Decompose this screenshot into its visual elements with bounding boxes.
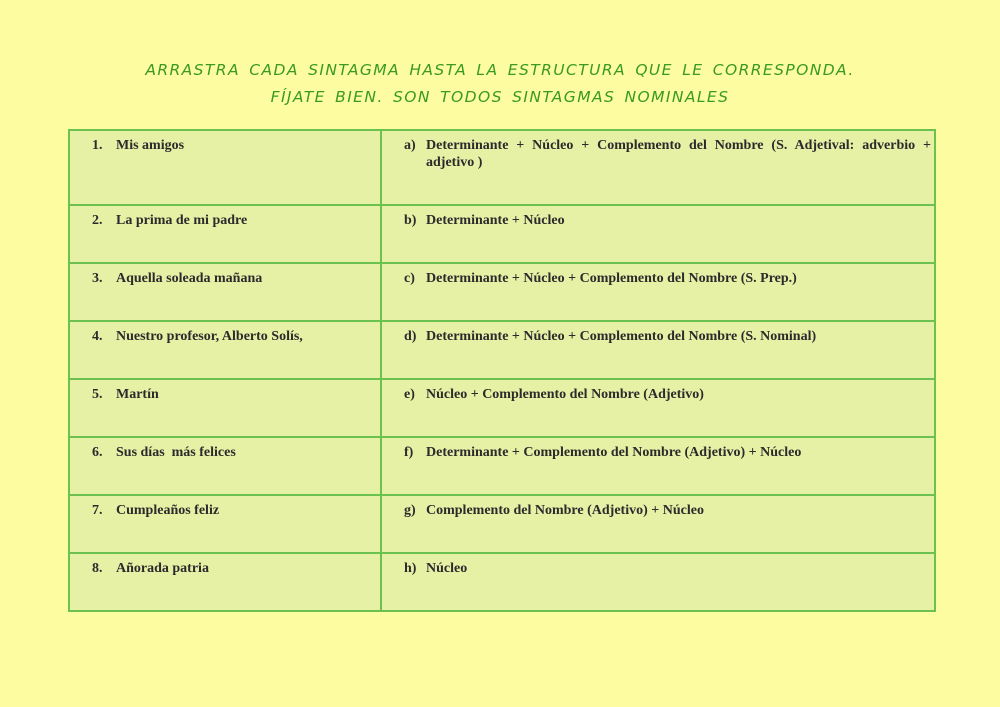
phrase-text: Mis amigos [116, 138, 185, 153]
phrase-text: Nuestro profesor, Alberto Solís, [116, 329, 303, 344]
structure-cell-d[interactable] [381, 321, 935, 379]
phrase-number: 3. [92, 271, 103, 286]
structure-text: Núcleo [426, 561, 468, 576]
phrase-number: 8. [92, 561, 103, 576]
phrase-number: 4. [92, 329, 103, 344]
phrase-text: Cumpleaños feliz [116, 503, 220, 518]
phrase-number: 7. [92, 503, 103, 518]
structure-text: Determinante + Núcleo + Complemento del Nombre (S. Prep.) [426, 271, 797, 286]
structure-text: Determinante + Complemento del Nombre (Adjetivo) + Núcleo [426, 445, 802, 460]
instruction-line-2: FÍJATE BIEN. SON TODOS SINTAGMAS NOMINALES [270, 88, 730, 106]
table-row [69, 263, 935, 321]
structure-cell-g[interactable] [381, 495, 935, 553]
table-row [69, 437, 935, 495]
structure-text: Complemento del Nombre (Adjetivo) + Núcleo [426, 503, 704, 518]
phrase-text: Añorada patria [116, 561, 209, 576]
structure-letter: h) [404, 561, 417, 576]
phrase-number: 1. [92, 138, 103, 153]
matching-table [68, 129, 936, 612]
table-row [69, 205, 935, 263]
phrase-cell-2[interactable] [69, 205, 381, 263]
table-row [69, 130, 935, 205]
table-row [69, 379, 935, 437]
structure-letter: g) [404, 503, 416, 518]
phrase-cell-7[interactable] [69, 495, 381, 553]
structure-text: Determinante + Núcleo [426, 213, 565, 228]
phrase-cell-1[interactable] [69, 130, 381, 205]
phrase-cell-3[interactable] [69, 263, 381, 321]
structure-letter: c) [404, 271, 415, 286]
structure-letter: a) [404, 138, 416, 153]
structure-text: Núcleo + Complemento del Nombre (Adjetivo) [426, 387, 704, 402]
structure-cell-e[interactable] [381, 379, 935, 437]
phrase-text: Martín [116, 387, 159, 402]
phrase-text: La prima de mi padre [116, 213, 248, 228]
structure-text: Determinante + Núcleo + Complemento del Nombre (S. Nominal) [426, 329, 817, 344]
table-row [69, 495, 935, 553]
structure-letter: b) [404, 213, 417, 228]
structure-letter: e) [404, 387, 415, 402]
phrase-cell-5[interactable] [69, 379, 381, 437]
phrase-cell-8[interactable] [69, 553, 381, 611]
structure-cell-b[interactable] [381, 205, 935, 263]
table-row [69, 321, 935, 379]
phrase-number: 2. [92, 213, 103, 228]
phrase-number: 6. [92, 445, 103, 460]
structure-text: Determinante + Núcleo + Complemento del Nombre (S. Adjetival: adverbio + adjetivo ) [426, 138, 931, 170]
structure-cell-h[interactable] [381, 553, 935, 611]
phrase-cell-4[interactable] [69, 321, 381, 379]
instruction-line-1: ARRASTRA CADA SINTAGMA HASTA LA ESTRUCTURA QUE LE CORRESPONDA. [145, 61, 855, 79]
phrase-text: Sus días más felices [116, 445, 236, 460]
phrase-text: Aquella soleada mañana [116, 271, 263, 286]
table-row [69, 553, 935, 611]
phrase-number: 5. [92, 387, 103, 402]
structure-cell-c[interactable] [381, 263, 935, 321]
phrase-cell-6[interactable] [69, 437, 381, 495]
structure-letter: d) [404, 329, 417, 344]
structure-cell-f[interactable] [381, 437, 935, 495]
structure-cell-a[interactable] [381, 130, 935, 205]
structure-letter: f) [404, 445, 414, 460]
